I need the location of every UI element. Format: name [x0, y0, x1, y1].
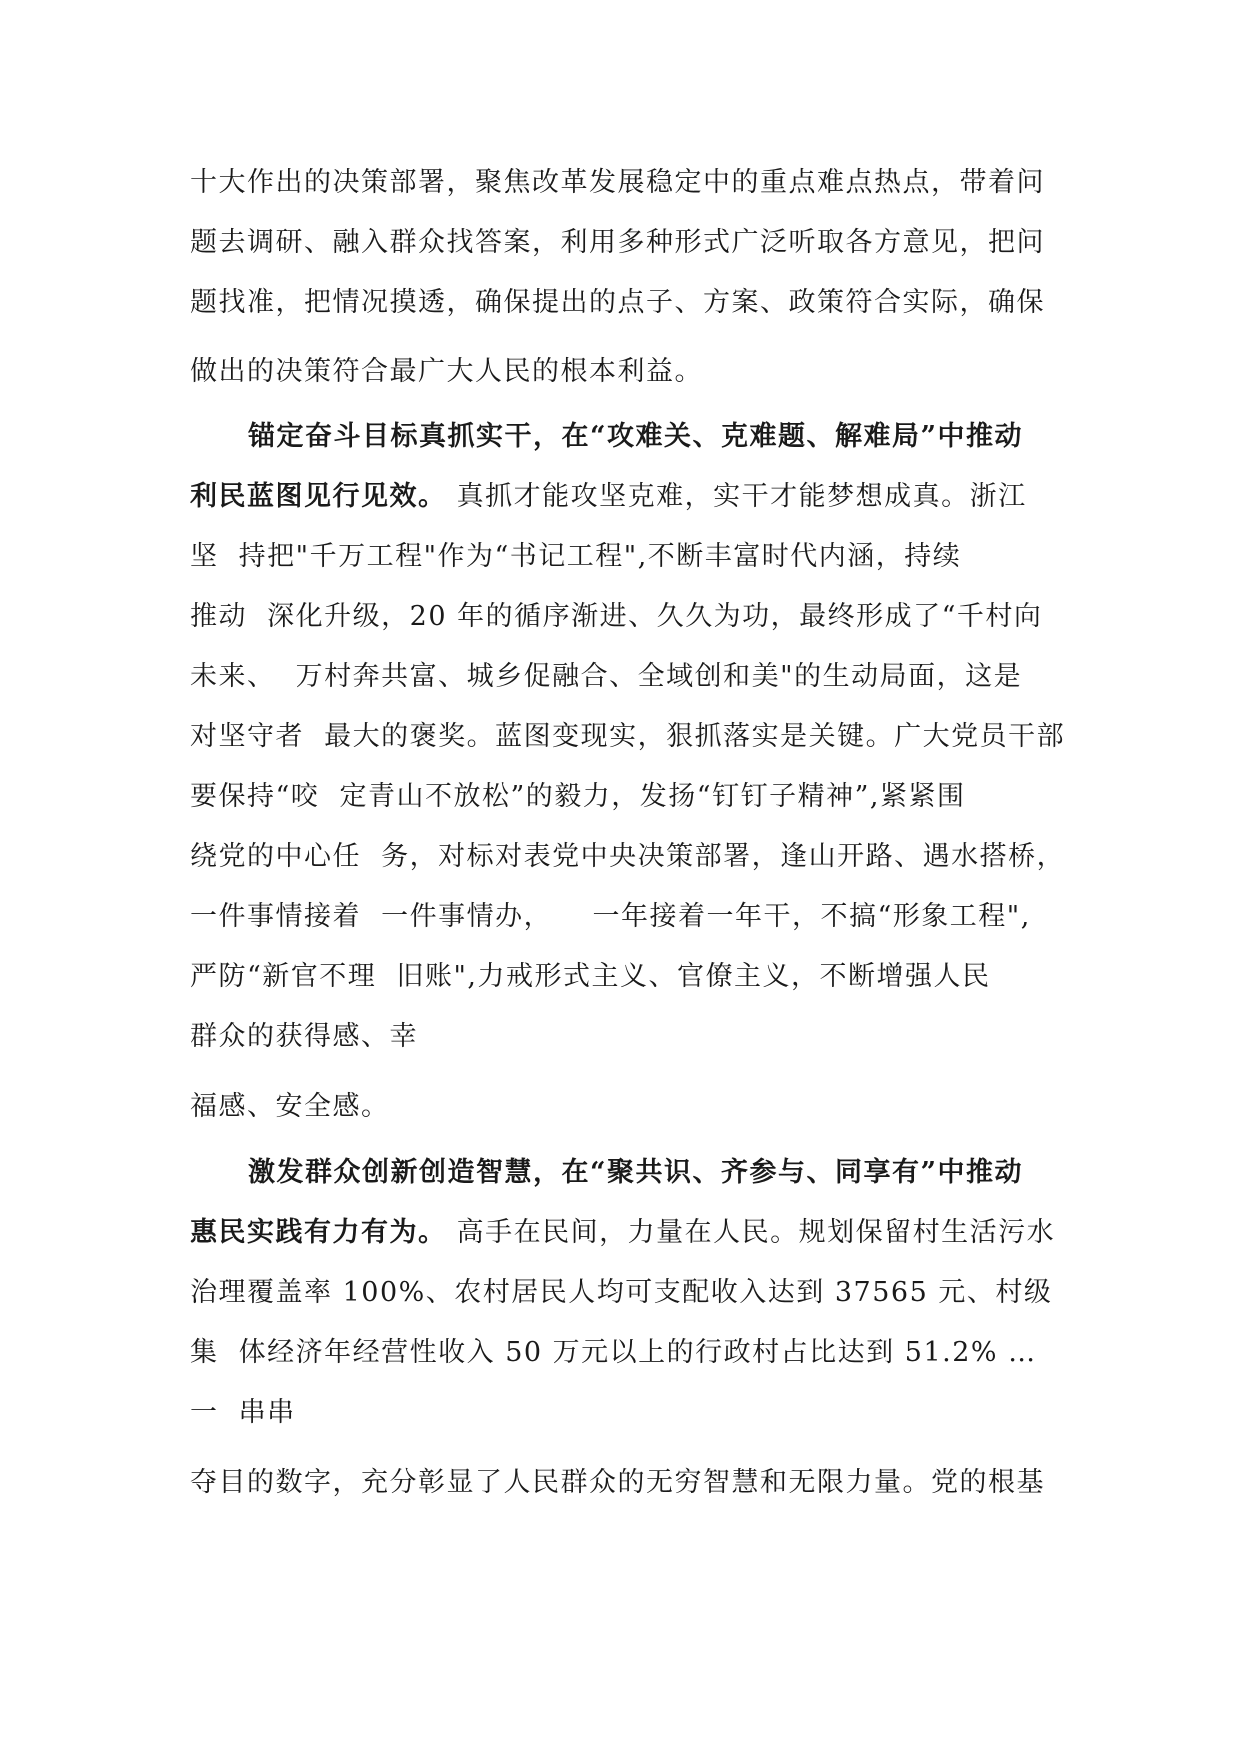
section-heading-2-line-1: 激发群众创新创造智慧，在“聚共识、齐参与、同享有”中推动	[248, 1157, 1024, 1188]
paragraph-line: 对坚守者 最大的褒奖。蓝图变现实，狠抓落实是关键。广大党员干部	[190, 721, 1066, 752]
paragraph-line: 做出的决策符合最广大人民的根本利益。	[190, 356, 703, 387]
paragraph-line: 一 串串	[190, 1397, 296, 1428]
section-heading-2-line-2: 惠民实践有力有为。	[190, 1217, 447, 1248]
paragraph-line: 十大作出的决策部署，聚焦改革发展稳定中的重点难点热点，带着问	[190, 167, 1045, 198]
section-heading-1-line-2: 利民蓝图见行见效。	[190, 481, 447, 512]
paragraph-line: 推动 深化升级，20 年的循序渐进、久久为功，最终形成了“千村向	[190, 601, 1043, 632]
paragraph-line: 福感、安全感。	[190, 1091, 390, 1122]
paragraph-line: 严防“新官不理 旧账",力戒形式主义、官僚主义，不断增强人民	[190, 961, 991, 992]
section-heading-2-line-2-row	[190, 1216, 1055, 1250]
paragraph-text: 真抓才能攻坚克难，实干才能梦想成真。浙江	[446, 481, 1027, 512]
paragraph-text: 高手在民间，力量在人民。规划保留村生活污水	[446, 1217, 1056, 1248]
paragraph-line: 题找准，把情况摸透，确保提出的点子、方案、政策符合实际，确保	[190, 287, 1045, 318]
paragraph-line: 坚 持把"千万工程"作为“书记工程",不断丰富时代内涵，持续	[190, 541, 962, 572]
section-heading-1-line-2-row	[190, 480, 1027, 514]
section-heading-1-line-1: 锚定奋斗目标真抓实干，在“攻难关、克难题、解难局”中推动	[248, 421, 1024, 452]
paragraph-line: 要保持“咬 定青山不放松”的毅力，发扬“钉钉子精神”,紧紧围	[190, 781, 966, 812]
paragraph-line: 未来、 万村奔共富、城乡促融合、全域创和美"的生动局面，这是	[190, 661, 1023, 692]
paragraph-line: 绕党的中心任 务，对标对表党中央决策部署，逢山开路、遇水搭桥，	[190, 841, 1066, 872]
paragraph-line: 夺目的数字，充分彰显了人民群众的无穷智慧和无限力量。党的根基	[190, 1467, 1045, 1498]
paragraph-line: 集 体经济年经营性收入 50 万元以上的行政村占比达到 51.2% …	[190, 1337, 1037, 1368]
paragraph-line: 题去调研、融入群众找答案，利用多种形式广泛听取各方意见，把问	[190, 227, 1045, 258]
paragraph-line: 一件事情接着 一件事情办， 一年接着一年干，不搞“形象工程",	[190, 901, 1031, 932]
paragraph-line: 群众的获得感、幸	[190, 1021, 418, 1052]
paragraph-line: 治理覆盖率 100%、农村居民人均可支配收入达到 37565 元、村级	[190, 1277, 1053, 1308]
